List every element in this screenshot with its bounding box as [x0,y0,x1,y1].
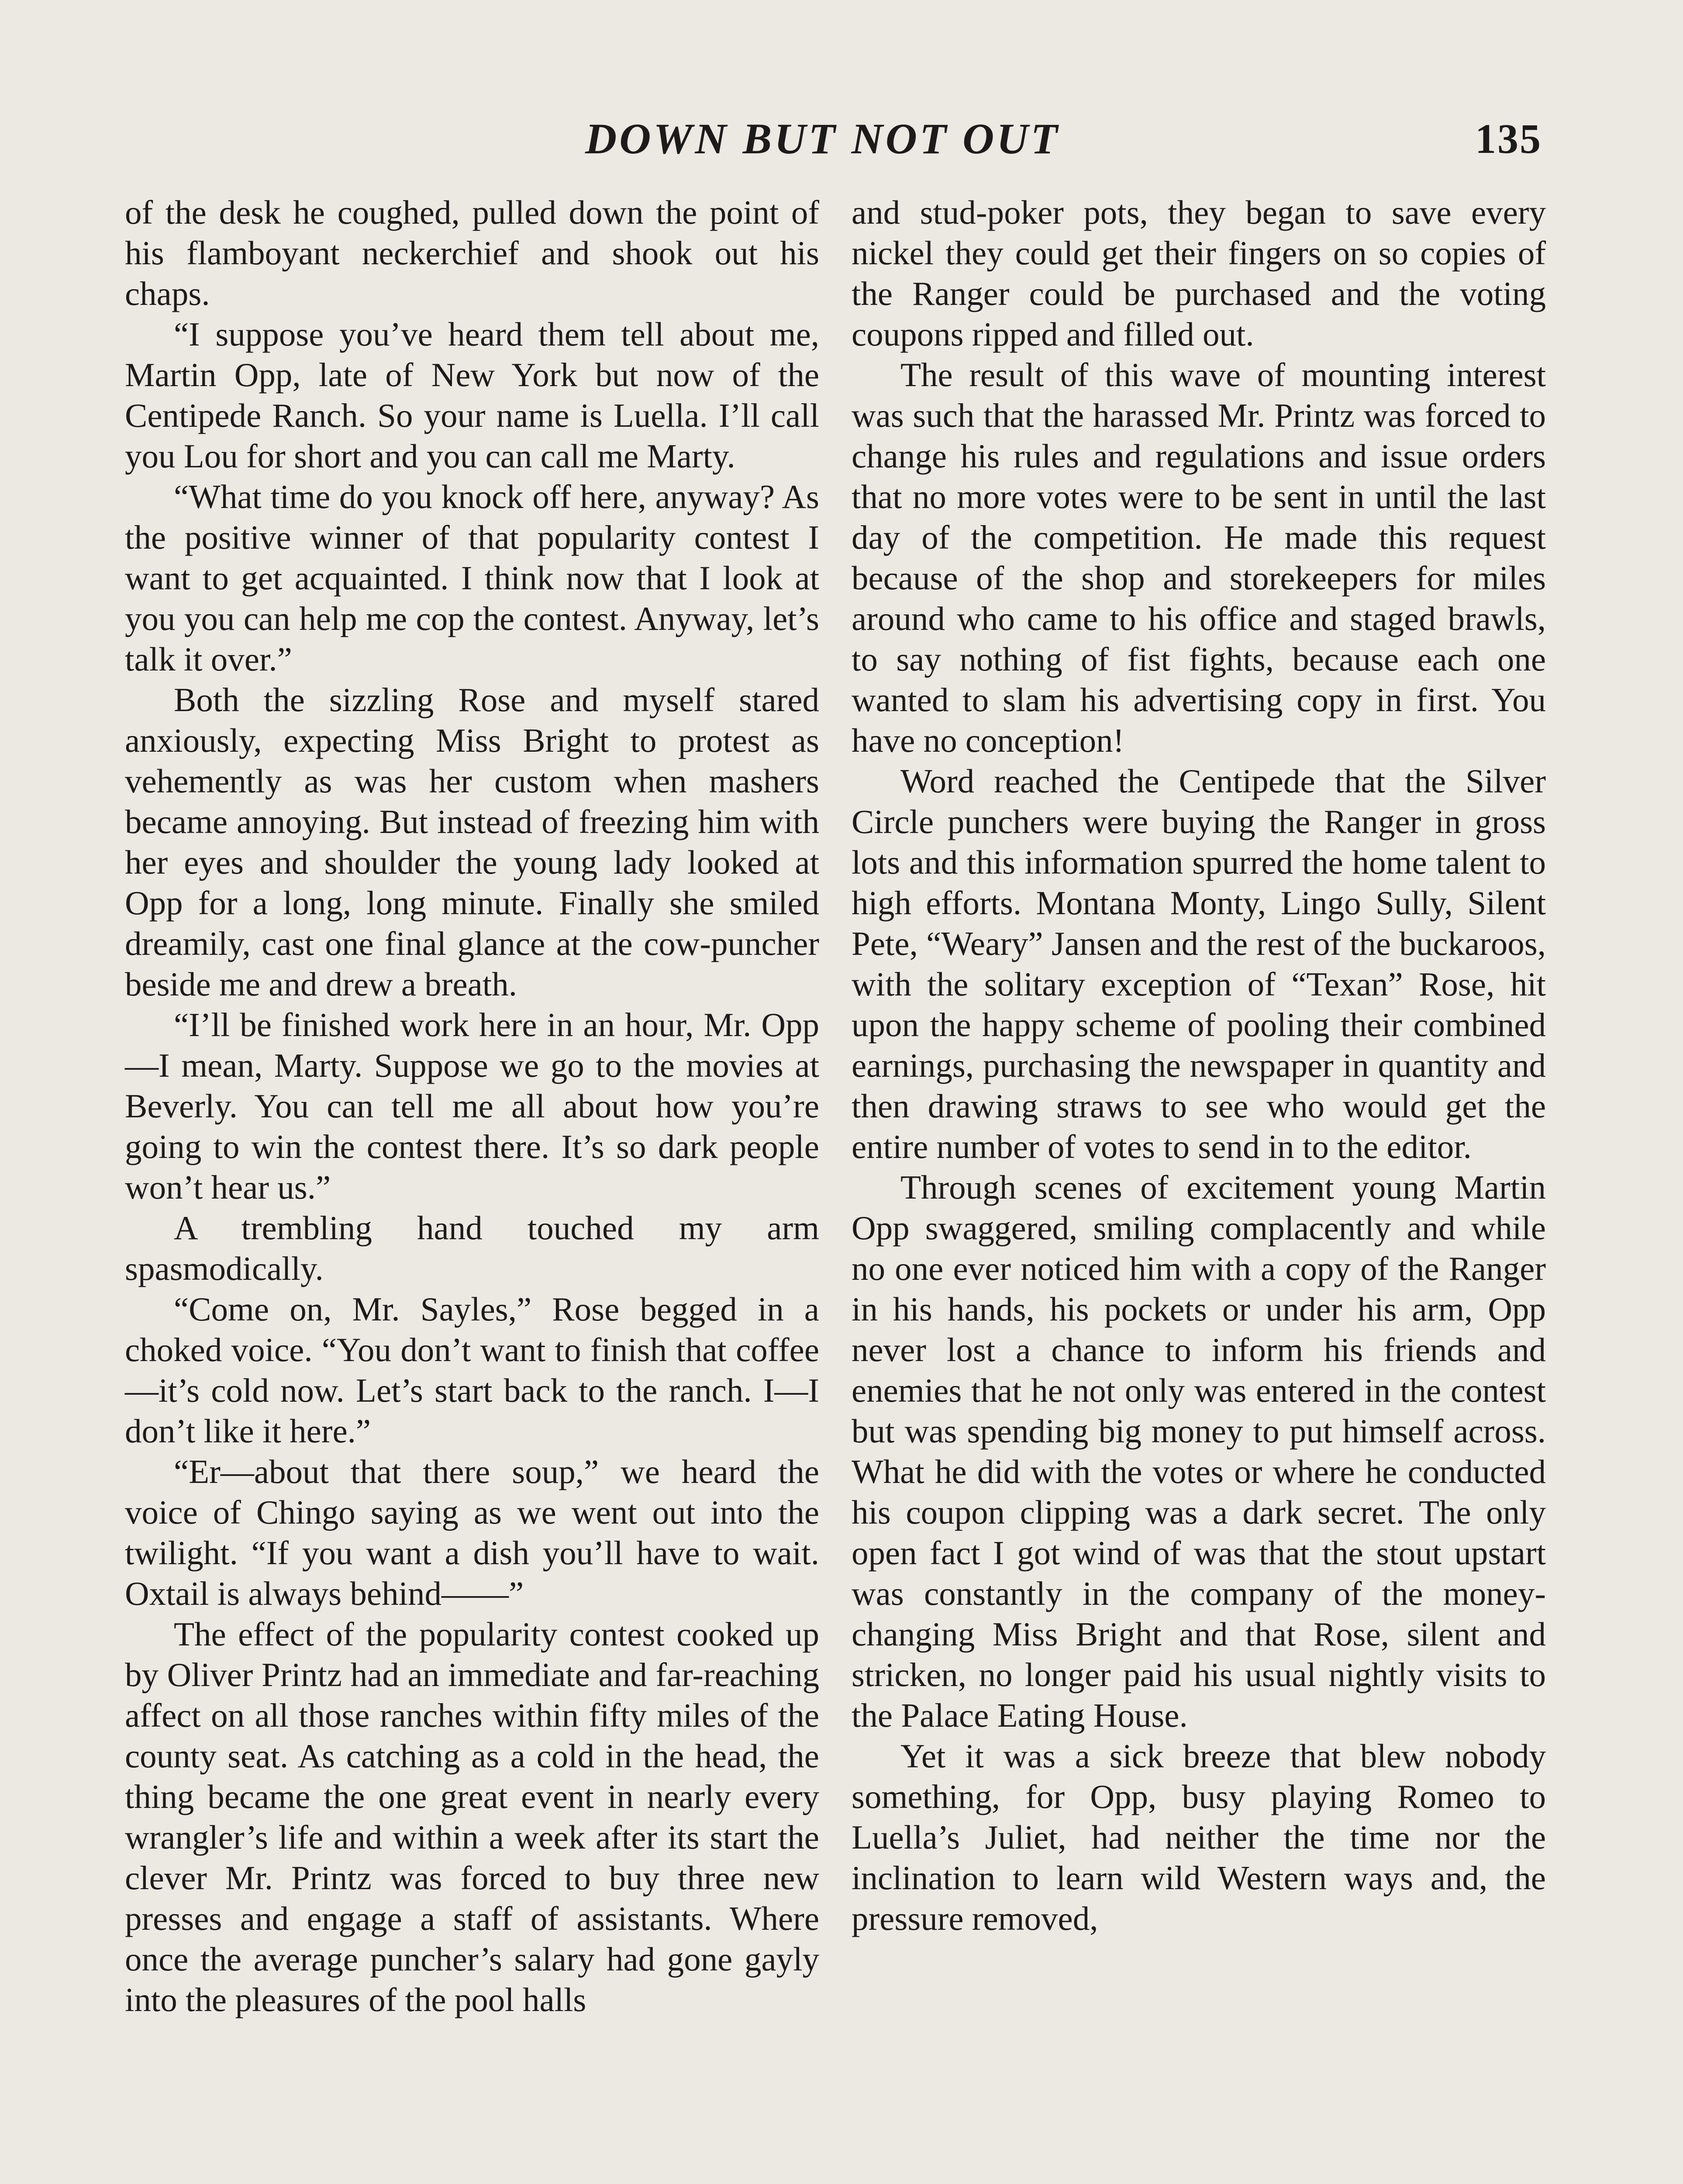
paragraph: The effect of the popularity contest cooked up by Oliver Printz had an immediate and far-reaching affect on all those ranches within fifty miles of the county seat. As catching as a cold in the head, the thing became the one great event in nearly every wrangler’s life and within a week after its start the clever Mr. Printz was forced to buy three new presses and engage a staff of assistants. Where once the average puncher’s salary had gone gayly into the pleasures of the pool halls [125,1615,819,2018]
paragraph: “Come on, Mr. Sayles,” Rose begged in a choked voice. “You don’t want to finish that coffee—it’s cold now. Let’s start back to the ranch. I—I don’t like it here.” [125,1290,819,1450]
paragraph: The result of this wave of mounting interest was such that the harassed Mr. Printz was forced to change his rules and regulations and issue orders that no more votes were to be sent in until the last day of the competition. He made this request because of the shop and storekeepers for miles around who came to his office and staged brawls, to say nothing of fist fights, because each one wanted to slam his advertising copy in first. You have no conception! [852,356,1546,759]
page-number: 135 [1475,115,1542,162]
paragraph: of the desk he coughed, pulled down the point of his flamboyant neckerchief and shook out his chaps. [125,194,819,312]
paragraph: A trembling hand touched my arm spasmodically. [125,1209,819,1287]
paragraph: “I suppose you’ve heard them tell about me, Martin Opp, late of New York but now of the Centipede Ranch. So your name is Luella. I’ll call you Lou for short and you can call me Marty. [125,315,819,475]
running-head-title: DOWN BUT NOT OUT [585,114,1060,163]
paragraph: Both the sizzling Rose and myself stared anxiously, expecting Miss Bright to protest as vehemently as was her custom when mashers became annoying. But instead of freezing him with her eyes and shoulder the young lady looked at Opp for a long, long minute. Finally she smiled dreamily, cast one final glance at the cow-puncher beside me and drew a breath. [125,681,819,1003]
paragraph: “Er—about that there soup,” we heard the voice of Chingo saying as we went out into the twilight. “If you want a dish you’ll have to wait. Oxtail is always behind——” [125,1453,819,1612]
paragraph: Through scenes of excitement young Martin Opp swaggered, smiling complacently and while no one ever noticed him with a copy of the Ranger in his hands, his pockets or under his arm, Opp never lost a chance to inform his friends and enemies that he not only was entered in the contest but was spending big money to put himself across. What he did with the votes or where he conducted his coupon clipping was a dark secret. The only open fact I got wind of was that the stout upstart was constantly in the company of the money-changing Miss Bright and that Rose, silent and stricken, no longer paid his usual nightly visits to the Palace Eating House. [852,1168,1546,1734]
paragraph: “What time do you knock off here, anyway? As the positive winner of that popularity contest I want to get acquainted. I think now that I look at you you can help me cop the contest. Anyway, let’s talk it over.” [125,478,819,678]
paragraph: Word reached the Centipede that the Silver Circle punchers were buying the Ranger in gross lots and this information spurred the home talent to high efforts. Montana Monty, Lingo Sully, Silent Pete, “Weary” Jansen and the rest of the buckaroos, with the solitary exception of “Texan” Rose, hit upon the happy scheme of pooling their combined earnings, purchasing the newspaper in quantity and then drawing straws to see who would get the entire number of votes to send in to the editor. [852,762,1546,1165]
left-column [125,192,819,2020]
paragraph: “I’ll be finished work here in an hour, Mr. Opp—I mean, Marty. Suppose we go to the movies at Beverly. You can tell me all about how you’re going to win the contest there. It’s so dark people won’t hear us.” [125,1006,819,1206]
paragraph: Yet it was a sick breeze that blew nobody something, for Opp, busy playing Romeo to Luella’s Juliet, had neither the time nor the inclination to learn wild Western ways and, the pressure removed, [852,1737,1546,1937]
right-column [852,192,1546,1939]
paragraph: and stud-poker pots, they began to save every nickel they could get their fingers on so copies of the Ranger could be purchased and the voting coupons ripped and filled out. [852,194,1546,353]
